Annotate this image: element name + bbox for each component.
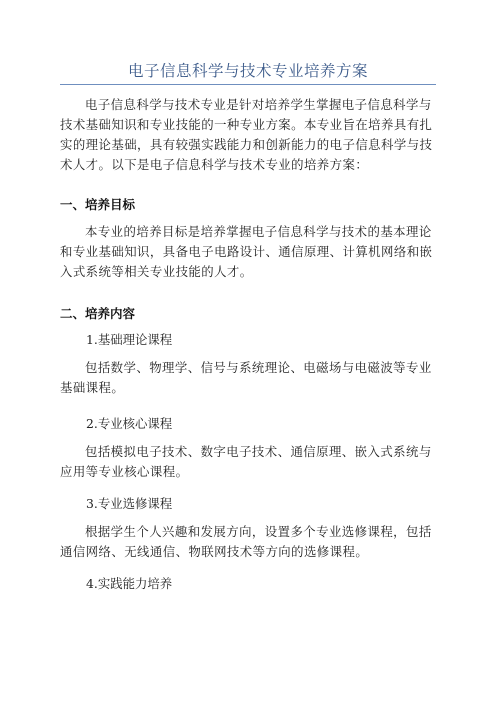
section-heading-content: 二、培养内容: [60, 306, 136, 321]
content-item-text: 包括数学、物理学、信号与系统理论、电磁场与电磁波等专业基础课程。: [60, 360, 432, 395]
goals-paragraph: 本专业的培养目标是培养掌握电子信息科学与技术的基本理论和专业基础知识，具备电子电路设计、通信原理、计算机网络和嵌入式系统等相关专业技能的人才。: [60, 224, 433, 279]
title-divider: [60, 84, 436, 85]
section-heading-goals: 一、培养目标: [60, 197, 136, 212]
content-item-text: 包括模拟电子技术、数字电子技术、通信原理、嵌入式系统与应用等专业核心课程。: [60, 444, 432, 479]
content-item-label: 4.实践能力培养: [86, 576, 173, 591]
content-item-label: 3.专业选修课程: [86, 496, 173, 511]
intro-paragraph: 电子信息科学与技术专业是针对培养学生掌握电子信息科学与技术基础知识和专业技能的一种专业方案。本专业旨在培养具有扎实的理论基础，具有较强实践能力和创新能力的电子信息科学与技术人才。以下是电子信息科学与技术专业的培养方案：: [60, 97, 433, 172]
content-item-label: 1.基础理论课程: [86, 332, 173, 347]
document-title: 电子信息科学与技术专业培养方案: [127, 62, 368, 80]
content-item-label: 2.专业核心课程: [86, 416, 173, 431]
content-item-text: 根据学生个人兴趣和发展方向，设置多个专业选修课程，包括通信网络、无线通信、物联网技术等方向的选修课程。: [60, 524, 432, 559]
